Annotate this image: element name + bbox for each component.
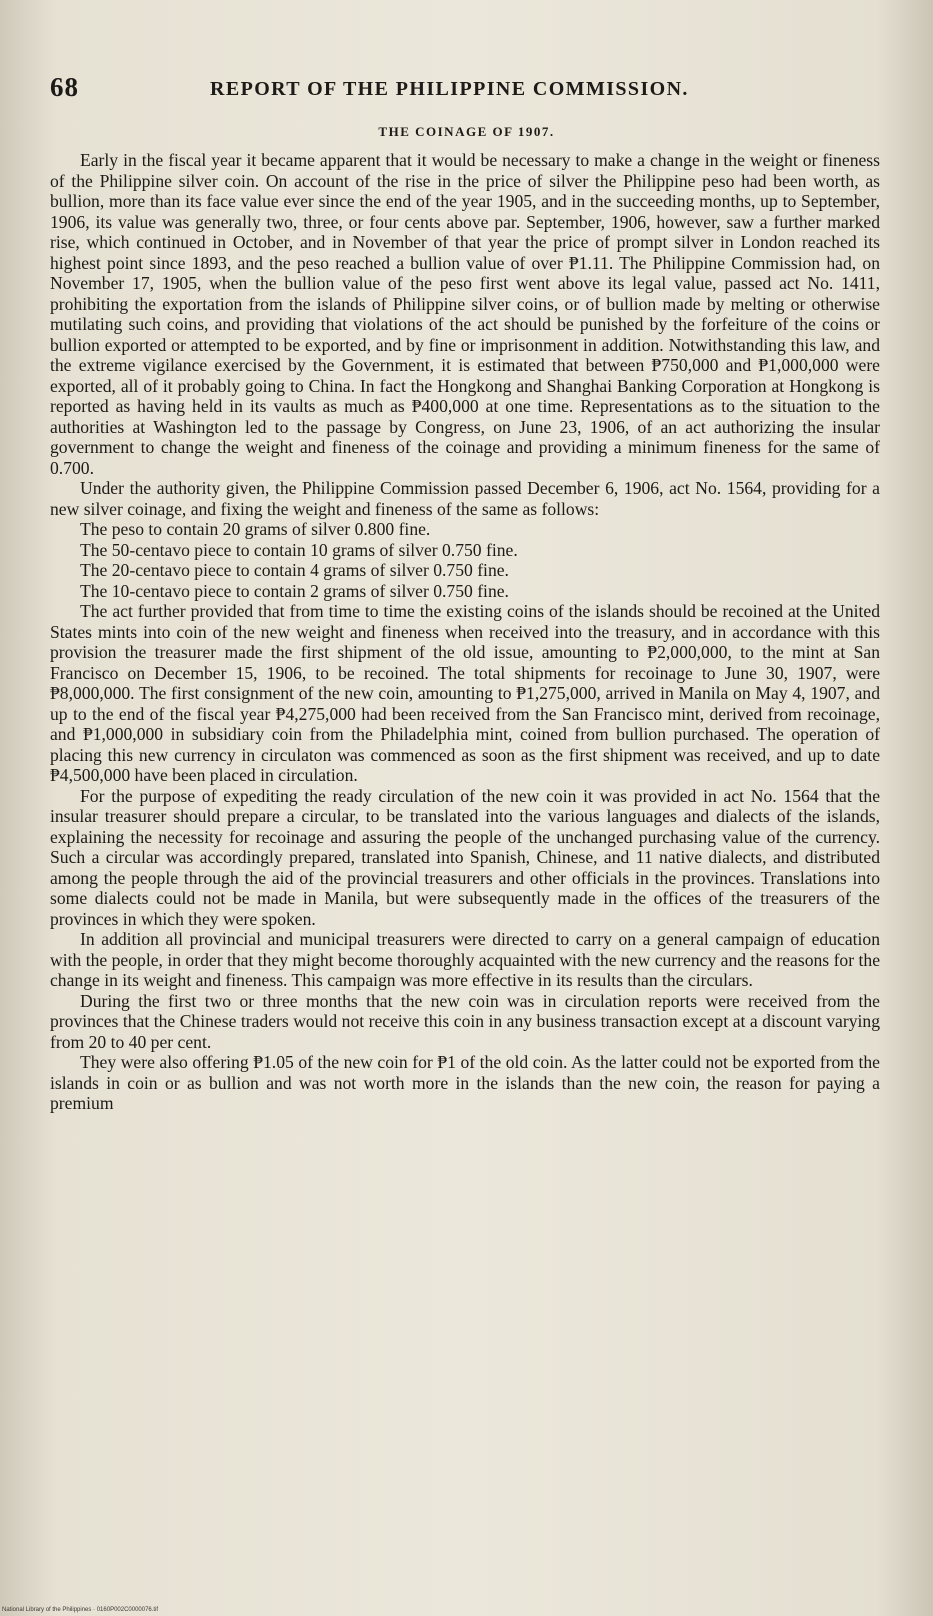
paragraph: The act further provided that from time to time the existing coins of the islands should be recoined at the United States mints into coin of the new weight and fineness when received into the treasury, and in accordance with this provision the treasurer made the first shipment of the old issue, amounting to ₱2,000,000, to the mint at San Francisco on December 15, 1906, to be recoined. The total shipments for recoinage to June 30, 1907, were ₱8,000,000. The first consignment of the new coin, amounting to ₱1,275,000, arrived in Manila on May 4, 1907, and up to the end of the fiscal year ₱4,275,000 had been received from the San Francisco mint, derived from recoinage, and ₱1,000,000 in subsidiary coin from the Philadelphia mint, coined from bullion purchased. The operation of placing this new currency in circulaton was commenced as soon as the first shipment was received, and up to date ₱4,500,000 have been placed in circulation. — [50, 601, 880, 785]
paragraph: They were also offering ₱1.05 of the new coin for ₱1 of the old coin. As the latter could not be exported from the islands in coin or as bullion and was not worth more in the islands than the new coin, the reason for paying a premium — [50, 1052, 880, 1113]
paragraph: Early in the fiscal year it became apparent that it would be necessary to make a change in the weight or fineness of the Philippine silver coin. On account of the rise in the price of silver the Philippine peso had been worth, as bullion, more than its face value ever since the end of the year 1905, and in the succeeding months, up to September, 1906, its value was generally two, three, or four cents above par. September, 1906, however, saw a further marked rise, which continued in October, and in November of that year the price of prompt silver in London reached its highest point since 1893, and the peso reached a bullion value of over ₱1.11. The Philippine Commission had, on November 17, 1905, when the bullion value of the peso first went above its legal value, passed act No. 1411, prohibiting the exportation from the islands of Philippine silver coins, or of bullion made by melting or otherwise mutilating such coins, and providing that violations of the act should be punished by the forfeiture of the coins or bullion exported or attempted to be exported, and by fine or imprisonment in addition. Notwithstanding this law, and the extreme vigilance exercised by the Government, it is estimated that between ₱750,000 and ₱1,000,000 were exported, all of it probably going to China. In fact the Hongkong and Shanghai Banking Corporation at Hongkong is reported as having held in its vaults as much as ₱400,000 at one time. Representations as to the situation to the authorities at Washington led to the passage by Congress, on June 23, 1906, of an act authorizing the insular government to change the weight and fineness of the coinage and providing a minimum fineness for the same of 0.700. — [50, 150, 880, 478]
body-text — [50, 150, 880, 1114]
running-head: REPORT OF THE PHILIPPINE COMMISSION. — [210, 78, 689, 100]
fineness-item-10-centavo: The 10-centavo piece to contain 2 grams of silver 0.750 fine. — [80, 580, 509, 601]
fineness-item-50-centavo: The 50-centavo piece to contain 10 grams of silver 0.750 fine. — [80, 539, 518, 560]
paragraph: For the purpose of expediting the ready circulation of the new coin it was provided in act No. 1564 that the insular treasurer should prepare a circular, to be translated into the various languages and dialects of the islands, explaining the necessity for recoinage and assuring the people of the unchanged purchasing value of the currency. Such a circular was accordingly prepared, translated into Spanish, Chinese, and 11 native dialects, and distributed among the people through the aid of the provincial treasurers and other officials in the provinces. Translations into some dialects could not be made in Manila, but were subsequently made in the offices of the treasurers of the provinces in which they were spoken. — [50, 785, 880, 929]
page-header — [50, 72, 880, 112]
scan-footer: National Library of the Philippines · 0160P002C0000076.tif — [2, 1607, 159, 1613]
fineness-item-peso: The peso to contain 20 grams of silver 0.800 fine. — [80, 519, 431, 539]
paragraph: Under the authority given, the Philippine Commission passed December 6, 1906, act No. 1564, providing for a new silver coinage, and fixing the weight and fineness of the same as follows: — [50, 478, 880, 519]
paragraph: During the first two or three months that the new coin was in circulation reports were received from the provinces that the Chinese traders would not receive this coin in any business transaction except at a discount varying from 20 to 40 per cent. — [50, 990, 880, 1052]
fineness-item-20-centavo: The 20-centavo piece to contain 4 grams of silver 0.750 fine. — [80, 560, 509, 580]
paragraph: In addition all provincial and municipal treasurers were directed to carry on a general campaign of education with the people, in order that they might become thoroughly acquainted with the new currency and the reasons for the change in its weight and fineness. This campaign was more effective in its results than the circulars. — [50, 929, 880, 990]
section-title: THE COINAGE OF 1907. — [378, 124, 555, 139]
page-number: 68 — [50, 72, 79, 102]
